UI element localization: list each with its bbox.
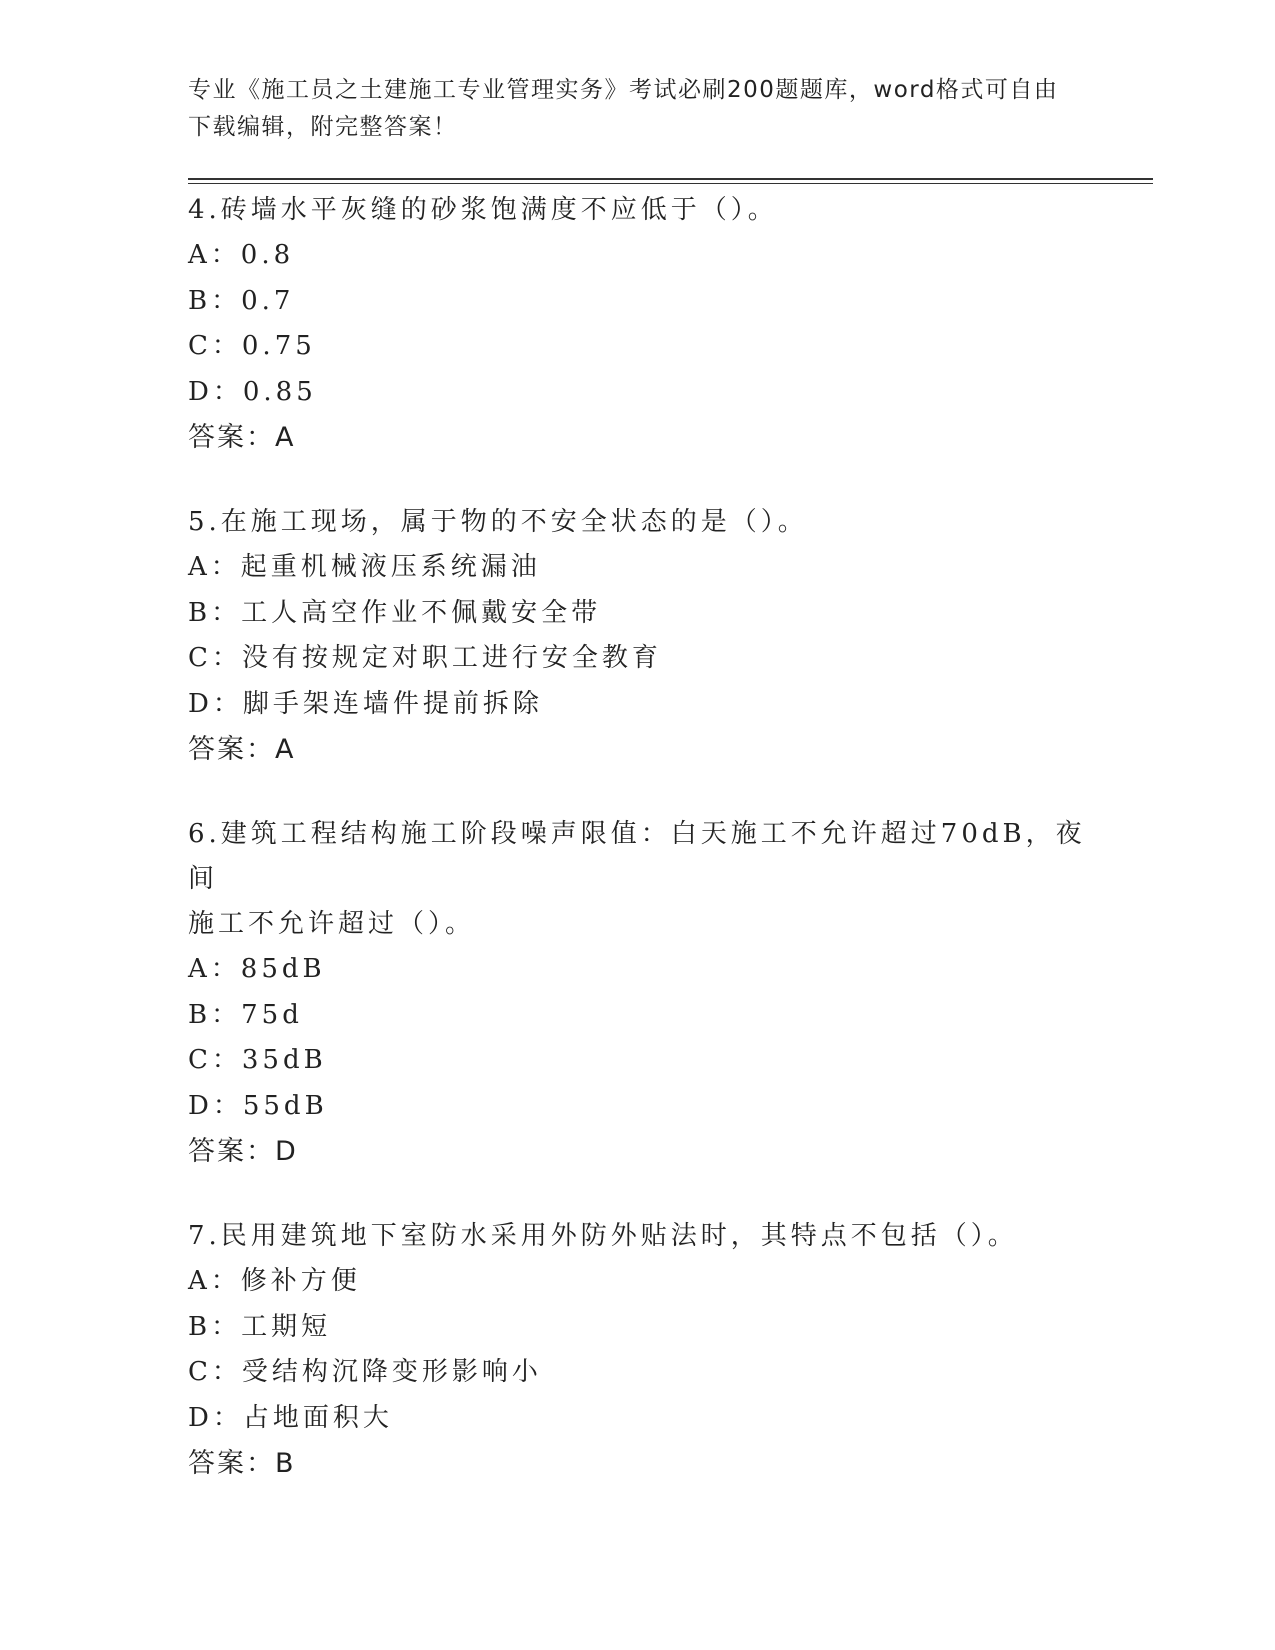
question-6: [188, 812, 1088, 1174]
question-list: [188, 188, 1088, 1526]
option-c: C：35dB: [188, 1045, 327, 1075]
question-stem: 4.砖墙水平灰缝的砂浆饱满度不应低于（）。: [188, 195, 778, 225]
question-stem: 5.在施工现场，属于物的不安全状态的是（）。: [188, 507, 808, 537]
option-c: C：受结构沉降变形影响小: [188, 1357, 542, 1387]
option-a: A：0.8: [188, 240, 295, 270]
question-7: [188, 1214, 1088, 1486]
option-a: A：修补方便: [188, 1266, 361, 1296]
option-d: D：55dB: [188, 1090, 328, 1121]
option-c: C：没有按规定对职工进行安全教育: [188, 643, 662, 673]
answer-label: 答案：A: [188, 422, 296, 453]
question-stem-continued: 施工不允许超过（）。: [188, 909, 476, 939]
option-d: D：占地面积大: [188, 1402, 393, 1433]
option-b: B：工人高空作业不佩戴安全带: [188, 597, 602, 628]
option-c: C：0.75: [188, 331, 316, 361]
question-stem: 6.建筑工程结构施工阶段噪声限值：白天施工不允许超过70dB，夜间: [188, 819, 1086, 894]
option-d: D：0.85: [188, 376, 317, 407]
option-b: B：0.7: [188, 285, 295, 316]
question-5: [188, 500, 1088, 772]
answer-label: 答案：B: [188, 1448, 296, 1479]
question-4: [188, 188, 1088, 460]
document-header: [188, 72, 1068, 146]
header-divider-thin: [188, 183, 1153, 184]
question-stem: 7.民用建筑地下室防水采用外防外贴法时，其特点不包括（）。: [188, 1221, 1018, 1251]
header-divider-thick: [188, 178, 1153, 180]
option-a: A：起重机械液压系统漏油: [188, 552, 541, 582]
option-b: B：75d: [188, 999, 303, 1030]
option-d: D：脚手架连墙件提前拆除: [188, 688, 543, 719]
header-line-2: 下载编辑，附完整答案！: [188, 114, 458, 140]
option-b: B：工期短: [188, 1311, 332, 1342]
header-line-1: 专业《施工员之土建施工专业管理实务》考试必刷200题题库，word格式可自由: [188, 77, 1059, 103]
answer-label: 答案：A: [188, 734, 296, 765]
option-a: A：85dB: [188, 954, 326, 984]
answer-label: 答案：D: [188, 1136, 298, 1167]
